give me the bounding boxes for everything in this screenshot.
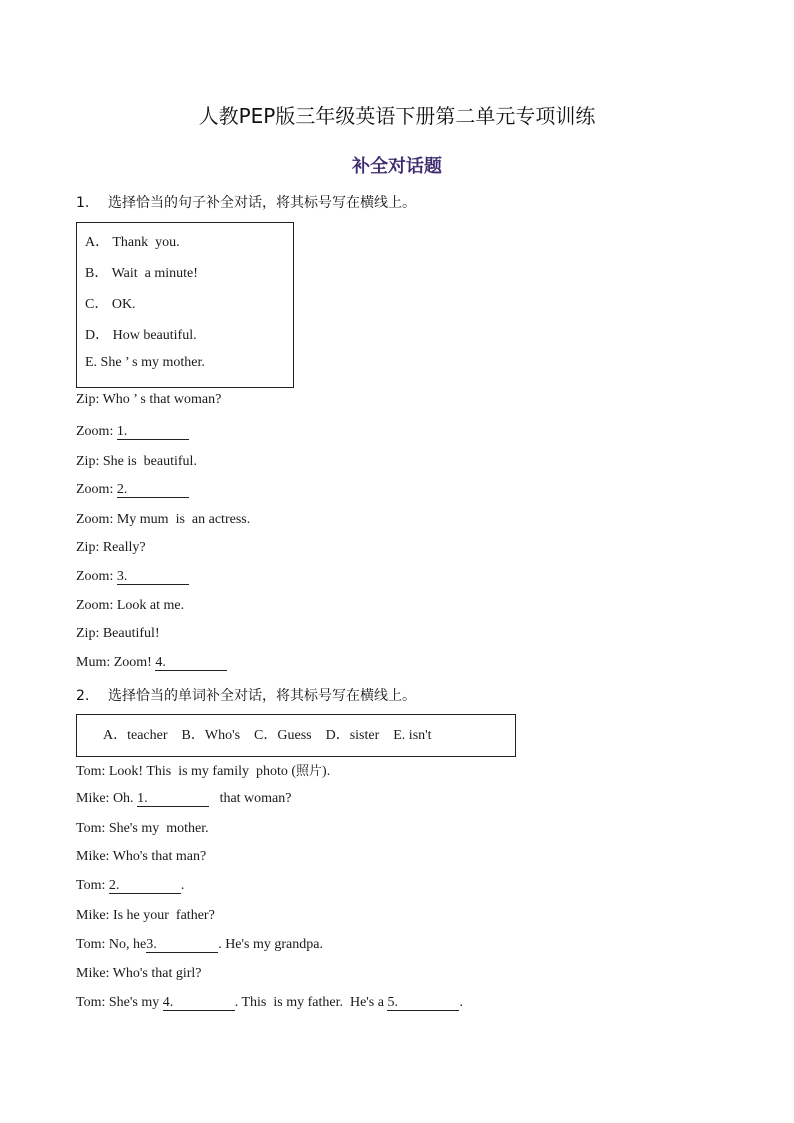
speaker: Mum:	[76, 655, 111, 670]
speaker: Zoom:	[76, 512, 114, 527]
question-1-heading	[76, 192, 416, 212]
line-text: Beautiful!	[99, 626, 160, 641]
line-text: Tom: Look! This is my family photo (	[76, 764, 297, 779]
speaker: Zoom:	[76, 598, 114, 613]
question-1-options-box	[76, 222, 294, 388]
q1-line-2	[76, 424, 189, 440]
answer-blank-3[interactable]: 3.	[117, 569, 189, 585]
line-text: Tom: No, he	[76, 937, 147, 952]
line-text: Zoom!	[110, 655, 156, 670]
q2-line-2	[76, 791, 291, 807]
line-text: She is beautiful.	[99, 454, 197, 469]
q2-line-8: Mike: Who's that girl?	[76, 966, 202, 981]
question-2-number: 2.	[76, 688, 90, 704]
option-c: C． OK.	[85, 297, 136, 312]
question-2-options-box	[76, 714, 516, 757]
line-text: .	[180, 878, 185, 893]
answer-blank-1[interactable]: 1.	[117, 424, 189, 440]
answer-blank-4[interactable]: 4.	[163, 995, 235, 1011]
question-2-options: A．teacher B．Who's C．Guess D．sister E. isn't	[103, 728, 432, 743]
line-text: .	[459, 995, 463, 1010]
line-text: Tom:	[76, 878, 109, 893]
q2-line-7	[76, 937, 323, 953]
chinese-gloss: 照片	[296, 764, 323, 779]
page-title: 人教PEP版三年级英语下册第二单元专项训练	[198, 104, 596, 128]
speaker: Zoom:	[76, 569, 114, 584]
speaker: Zoom:	[76, 482, 114, 497]
answer-blank-5[interactable]: 5.	[387, 995, 459, 1011]
option-d: D． How beautiful.	[85, 328, 197, 343]
q1-line-1	[76, 392, 221, 408]
line-text: My mum is an actress.	[113, 512, 251, 527]
q1-line-5	[76, 512, 250, 528]
answer-blank-2[interactable]: 2.	[117, 482, 189, 498]
line-text: Mike: Oh.	[76, 791, 138, 806]
answer-blank-4[interactable]: 4.	[155, 655, 227, 671]
q1-line-8	[76, 598, 184, 614]
q1-line-10	[76, 655, 227, 671]
option-a: A． Thank you.	[85, 235, 180, 250]
speaker: Zip:	[76, 454, 100, 469]
question-1-instruction: 选择恰当的句子补全对话，将其标号写在横线上。	[108, 195, 416, 211]
line-text: . He's my grandpa.	[218, 937, 323, 952]
q1-line-7	[76, 569, 189, 585]
line-text: Look at me.	[113, 598, 185, 613]
q2-line-6: Mike: Is he your father?	[76, 908, 215, 923]
q2-line-1	[76, 760, 330, 780]
speaker: Zip:	[76, 626, 100, 641]
q1-line-6	[76, 540, 146, 556]
answer-blank-2[interactable]: 2.	[109, 878, 181, 894]
line-text: Tom: She's my	[76, 995, 163, 1010]
line-text: Really?	[99, 540, 146, 555]
question-2-heading	[76, 685, 416, 705]
q1-line-4	[76, 482, 189, 498]
q2-line-4: Mike: Who's that man?	[76, 849, 207, 864]
line-text: Who ’ s that woman?	[99, 392, 222, 407]
q2-line-5	[76, 878, 184, 894]
answer-blank-1[interactable]: 1.	[137, 791, 209, 807]
question-1-number: 1.	[76, 195, 90, 211]
q2-line-3: Tom: She's my mother.	[76, 821, 209, 836]
option-e: E. She ’ s my mother.	[85, 355, 205, 370]
page-subtitle: 补全对话题	[352, 156, 442, 177]
q1-line-3	[76, 454, 197, 470]
speaker: Zip:	[76, 540, 100, 555]
speaker: Zip:	[76, 392, 100, 407]
line-text: ).	[322, 764, 331, 779]
speaker: Zoom:	[76, 424, 114, 439]
line-text: that woman?	[209, 791, 292, 806]
answer-blank-3[interactable]: 3.	[146, 937, 218, 953]
question-2-instruction: 选择恰当的单词补全对话，将其标号写在横线上。	[108, 688, 416, 704]
line-text: . This is my father. He's a	[234, 995, 388, 1010]
option-b: B． Wait a minute!	[85, 266, 198, 281]
q1-line-9	[76, 626, 160, 642]
q2-line-9	[76, 995, 463, 1011]
